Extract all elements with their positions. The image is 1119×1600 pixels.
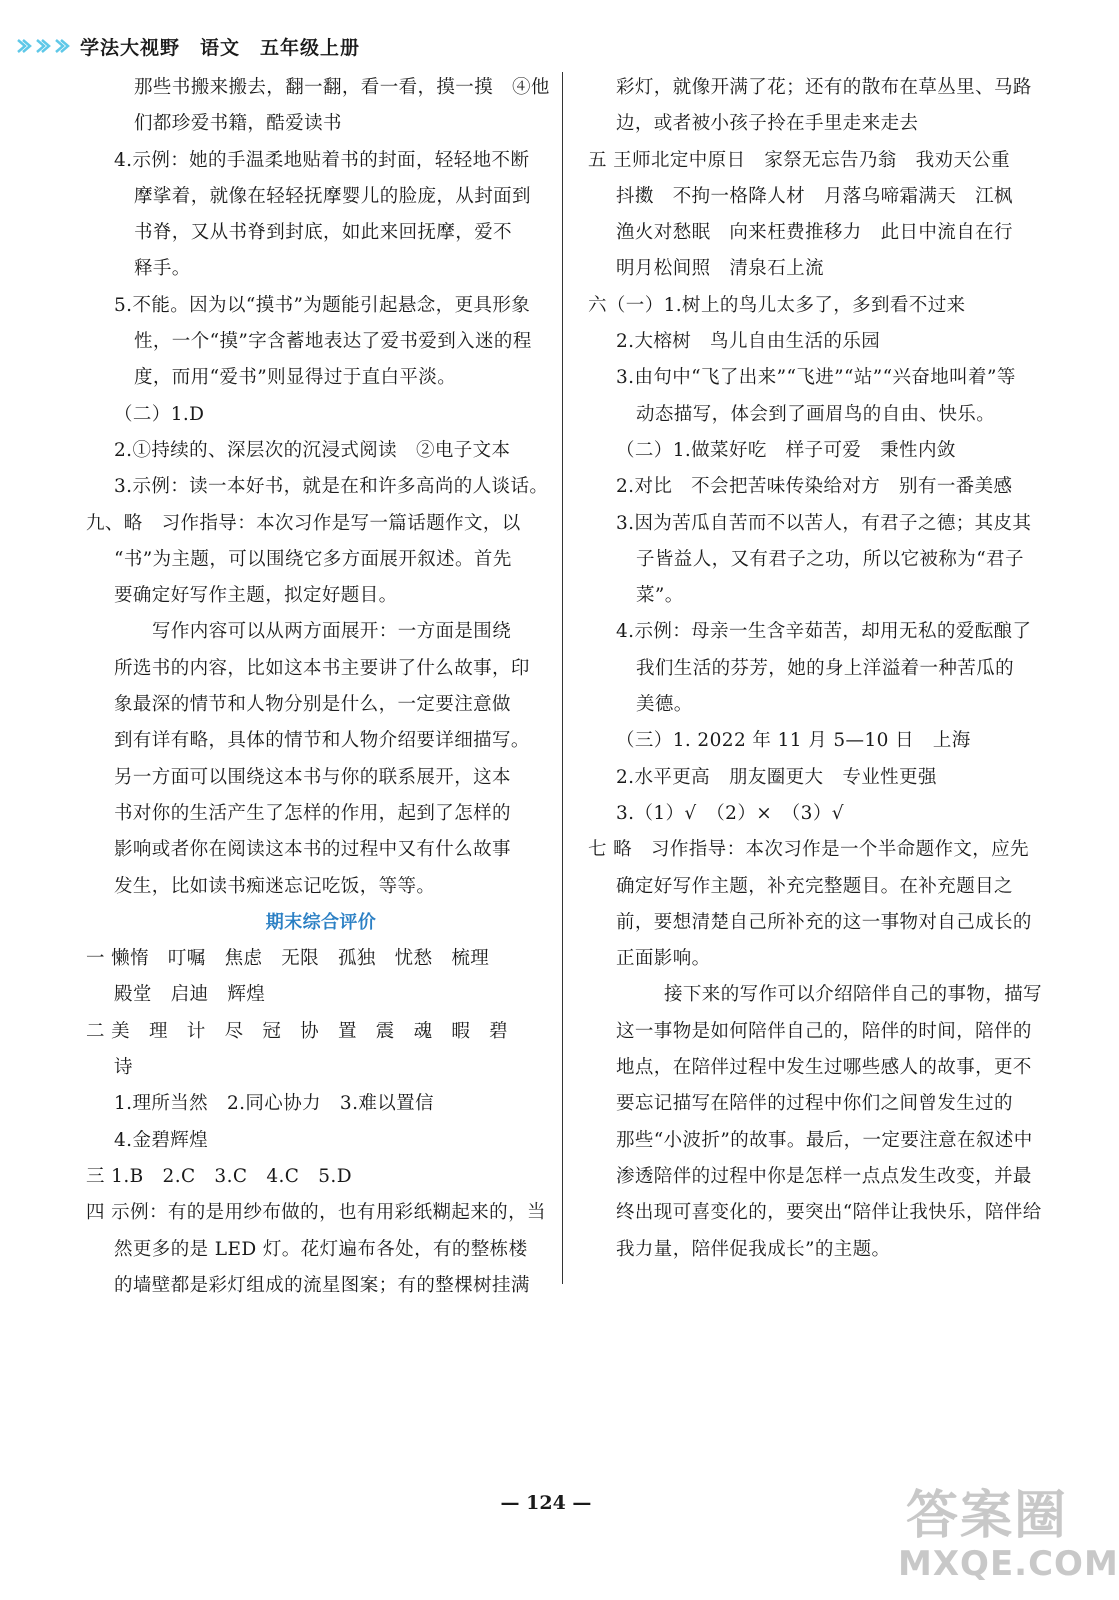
text-line: 影响或者你在阅读这本书的过程中又有什么故事 [114,839,511,861]
text-line: 四 示例：有的是用纱布做的，也有用彩纸糊起来的，当 [86,1202,546,1224]
text-line: 2.①持续的、深层次的沉浸式阅读 ②电子文本 [114,439,511,461]
text-line: 发生，比如读书痴迷忘记吃饭，等等。 [114,875,436,897]
right-column [588,70,1046,1268]
text-line: 边，或者被小孩子拎在手里走来走去 [616,113,919,135]
text-line: 确定好写作主题，补充完整题目。在补充题目之 [616,875,1013,897]
text-line: 3.示例：读一本好书，就是在和许多高尚的人谈话。 [114,476,549,498]
text-line: 的墙壁都是彩灯组成的流星图案；有的整棵树挂满 [114,1274,530,1296]
text-line: 九、略 习作指导：本次习作是写一篇话题作文，以 [86,512,521,534]
text-line: 动态描写，体会到了画眉鸟的自由、快乐。 [636,403,996,425]
text-line: 那些书搬来搬去，翻一翻，看一看，摸一摸 ④他 [134,77,550,98]
text-line: 接下来的写作可以介绍陪伴自己的事物，描写 [664,984,1043,1006]
header-arrows-icon [16,38,70,54]
text-line: 所选书的内容，比如这本书主要讲了什么故事，印 [114,657,530,679]
text-line: 殿堂 启迪 辉煌 [114,984,266,1006]
text-line: （三）1. 2022 年 11 月 5—10 日 上海 [616,730,971,752]
text-line: 5.不能。因为以“摸书”为题能引起悬念，更具形象 [114,294,531,316]
text-line: 我力量，陪伴促我成长”的主题。 [616,1238,891,1260]
text-line: 2.大榕树 鸟儿自由生活的乐园 [616,331,881,353]
text-line: 象最深的情节和人物分别是什么，一定要注意做 [114,694,511,716]
text-line: 3.由句中“飞了出来”“飞进”“站”“兴奋地叫着”等 [616,367,1016,389]
text-line: 彩灯，就像开满了花；还有的散布在草丛里、马路 [616,77,1032,98]
text-line: 度，而用“爱书”则显得过于直白平淡。 [134,367,457,389]
section-title: 期末综合评价 [265,911,377,933]
text-line: 我们生活的芬芳，她的身上洋溢着一种苦瓜的 [636,657,1015,679]
text-line: 摩挲着，就像在轻轻抚摩婴儿的脸庞，从封面到 [134,185,531,207]
text-line: 五 王师北定中原日 家祭无忘告乃翁 我劝天公重 [588,149,1011,171]
page-number: — 124 — [500,1492,592,1514]
text-line: 2.对比 不会把苦味传染给对方 别有一番美感 [616,476,1013,498]
text-line: 4.示例：母亲一生含辛茹苦，却用无私的爱酝酿了 [616,621,1032,643]
text-line: 地点，在陪伴过程中发生过哪些感人的故事，更不 [616,1057,1032,1079]
text-line: 六（一）1.树上的鸟儿太多了，多到看不过来 [588,294,966,316]
text-line: “书”为主题，可以围绕它多方面展开叙述。首先 [114,548,512,570]
text-line: 正面影响。 [616,948,711,970]
text-line: 诗 [114,1057,133,1079]
text-line: 一 懒惰 叮嘱 焦虑 无限 孤独 忧愁 梳理 [86,948,490,970]
text-line: 性，一个“摸”字含蓄地表达了爱书爱到入迷的程 [134,331,532,353]
text-line: 书对你的生活产生了怎样的作用，起到了怎样的 [114,802,511,824]
watermark-logo [898,1486,1119,1590]
text-line: 明月松间照 清泉石上流 [616,258,824,280]
text-line: （二）1.做菜好吃 样子可爱 秉性内敛 [616,439,956,461]
text-line: 2.水平更高 朋友圈更大 专业性更强 [616,766,937,788]
text-line: 要忘记描写在陪伴的过程中你们之间曾发生过的 [616,1093,1013,1115]
text-line: 然更多的是 LED 灯。花灯遍布各处，有的整栋楼 [114,1238,528,1260]
text-line: 到有详有略，具体的情节和人物介绍要详细描写。 [114,730,530,752]
left-column [86,70,556,1304]
text-line: 4.示例：她的手温柔地贴着书的封面，轻轻地不断 [114,149,530,171]
text-line: （二）1.D [114,403,205,425]
text-line: 4.金碧辉煌 [114,1129,209,1151]
text-line: 前，要想清楚自己所补充的这一事物对自己成长的 [616,911,1032,933]
text-line: 释手。 [134,258,191,280]
text-line: 书脊，又从书脊到封底，如此来回抚摩，爱不 [134,222,513,244]
text-line: 美德。 [636,694,693,716]
text-line: 渗透陪伴的过程中你是怎样一点点发生改变，并最 [616,1165,1032,1187]
watermark-top: 答案圈 [905,1486,1068,1546]
column-divider [562,72,563,1284]
text-line: 那些“小波折”的故事。最后，一定要注意在叙述中 [616,1129,1033,1151]
text-line: 三 1.B 2.C 3.C 4.C 5.D [86,1165,352,1187]
text-line: 要确定好写作主题，拟定好题目。 [114,585,398,607]
text-line: 渔火对愁眠 向来枉费推移力 此日中流自在行 [616,222,1013,244]
text-line: 这一事物是如何陪伴自己的，陪伴的时间，陪伴的 [616,1020,1032,1042]
page-header [16,30,360,62]
text-line: 子皆益人，又有君子之功，所以它被称为“君子 [636,548,1024,570]
text-line: 1.理所当然 2.同心协力 3.难以置信 [114,1093,434,1115]
text-line: 二 美 理 计 尽 冠 协 置 震 魂 暇 碧 [86,1020,509,1042]
text-line: 另一方面可以围绕这本书与你的联系展开，这本 [114,766,511,788]
header-title: 学法大视野 语文 五年级上册 [80,36,361,59]
text-line: 终出现可喜变化的，要突出“陪伴让我快乐，陪伴给 [616,1202,1042,1224]
text-line: 写作内容可以从两方面展开：一方面是围绕 [152,621,512,643]
text-line: 3.因为苦瓜自苦而不以苦人，有君子之德；其皮其 [616,512,1032,534]
text-line: 们都珍爱书籍，酷爱读书 [134,113,342,135]
text-line: 七 略 习作指导：本次习作是一个半命题作文，应先 [588,839,1029,861]
text-line: 3.（1）√ （2）× （3）√ [616,802,844,824]
text-line: 抖擞 不拘一格降人材 月落乌啼霜满天 江枫 [616,185,1013,207]
text-line: 菜”。 [636,585,684,607]
watermark-bottom: MXQE.COM [898,1544,1119,1584]
